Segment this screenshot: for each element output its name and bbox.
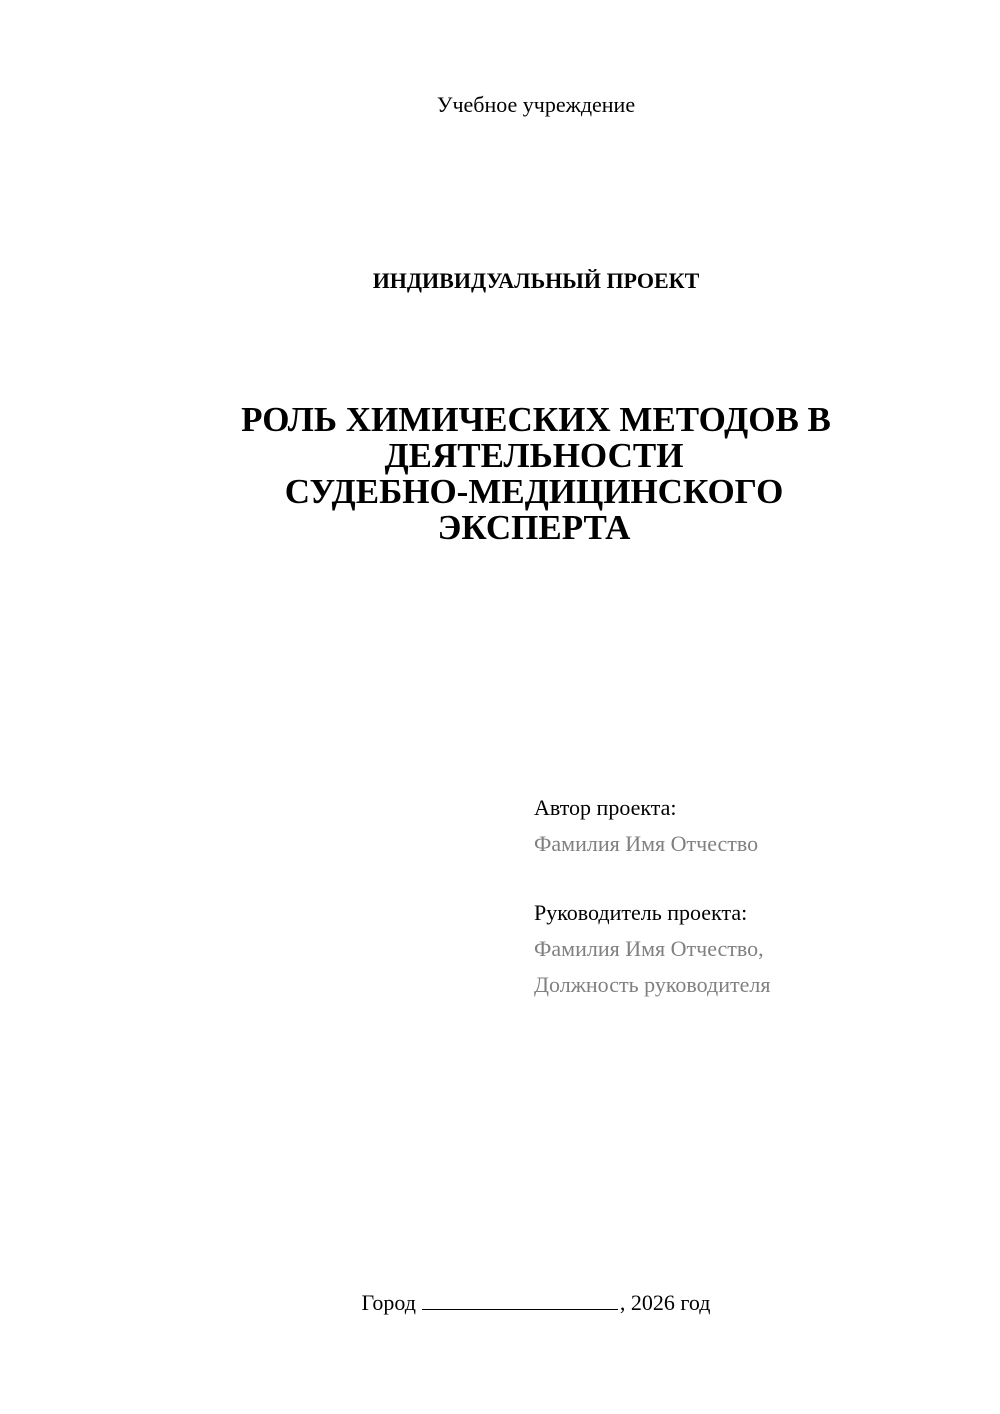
author-label: Автор проекта:	[534, 795, 677, 820]
title-line-3: СУДЕБНО-МЕДИЦИНСКОГО	[284, 472, 784, 511]
city-label: Город	[361, 1290, 416, 1315]
title-line-4: ЭКСПЕРТА	[437, 508, 631, 547]
author-name: Фамилия Имя Отчество	[534, 831, 759, 856]
supervisor-position: Должность руководителя	[534, 972, 771, 997]
title-line-1: РОЛЬ ХИМИЧЕСКИХ МЕТОДОВ В	[241, 400, 831, 439]
supervisor-name: Фамилия Имя Отчество,	[534, 936, 764, 961]
document-type: ИНДИВИДУАЛЬНЫЙ ПРОЕКТ	[372, 268, 700, 293]
institution-name: Учебное учреждение	[436, 92, 636, 117]
city-blank-line	[422, 1291, 618, 1310]
footer-city-year	[0, 1290, 1000, 1316]
spacer	[534, 862, 770, 895]
title-line-2: ДЕЯТЕЛЬНОСТИ	[384, 436, 684, 475]
project-title	[0, 402, 1000, 546]
year-text: , 2026 год	[619, 1290, 711, 1315]
supervisor-label: Руководитель проекта:	[534, 900, 748, 925]
credits-block	[534, 790, 770, 1003]
